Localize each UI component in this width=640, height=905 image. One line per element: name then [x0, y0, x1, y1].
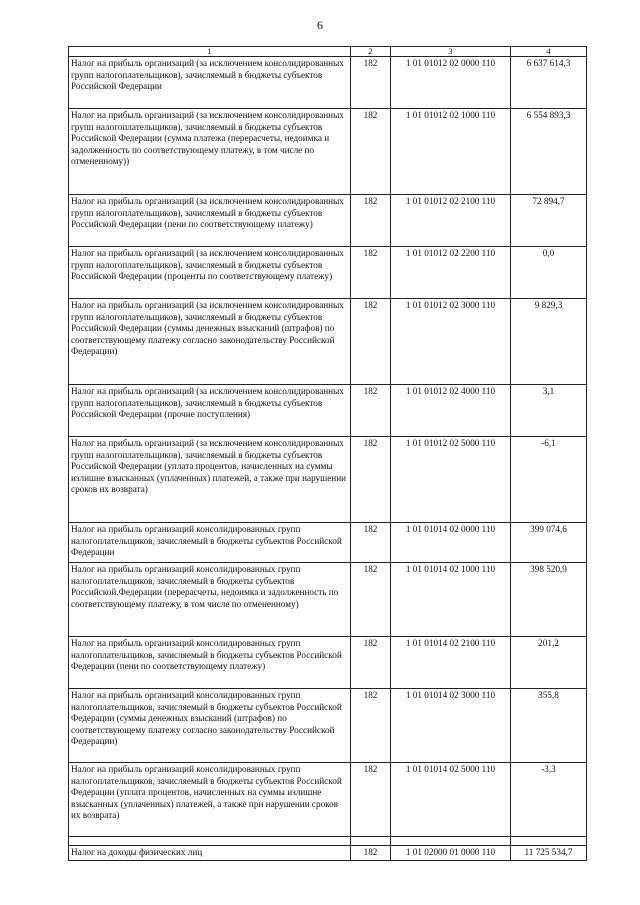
cell-code: 1 01 01012 02 2100 110: [391, 195, 511, 247]
cell-admin: 182: [351, 637, 391, 689]
cell-amount: 201,2: [511, 637, 587, 689]
column-header-admin: 2: [351, 47, 391, 57]
table-row: [69, 299, 587, 385]
spacer-cell: [391, 837, 511, 846]
cell-code: 1 01 01012 02 5000 110: [391, 437, 511, 523]
cell-code: 1 01 01014 02 3000 110: [391, 689, 511, 763]
cell-amount: 9 829,3: [511, 299, 587, 385]
cell-name: Налог на доходы физических лиц: [69, 846, 351, 861]
column-header-amount: 4: [511, 47, 587, 57]
cell-admin: 182: [351, 57, 391, 109]
cell-name: Налог на прибыль организаций (за исключением консолидированных групп налогоплательщиков), зачисляемый в бюджеты субъектов Российской Федерации (уплата процентов, начисленных на суммы излишне взысканных (уплаченных) платежей, а также при нарушении сроков их возврата): [69, 437, 351, 523]
table-spacer-row: [69, 837, 587, 846]
cell-admin: 182: [351, 523, 391, 563]
cell-code: 1 01 01012 02 4000 110: [391, 385, 511, 437]
cell-amount: -3,3: [511, 763, 587, 837]
table-body: [69, 57, 587, 861]
table-row: [69, 195, 587, 247]
cell-name: Налог на прибыль организаций (за исключением консолидированных групп налогоплательщиков), зачисляемый в бюджеты субъектов Российской Федерации: [69, 57, 351, 109]
column-header-code: 3: [391, 47, 511, 57]
cell-code: 1 01 01014 02 1000 110: [391, 563, 511, 637]
cell-amount: 72 894,7: [511, 195, 587, 247]
cell-amount: 6 554 893,3: [511, 109, 587, 195]
cell-admin: 182: [351, 299, 391, 385]
cell-admin: 182: [351, 689, 391, 763]
cell-code: 1 01 02000 01 0000 110: [391, 846, 511, 861]
cell-amount: 399 074,6: [511, 523, 587, 563]
cell-code: 1 01 01012 02 0000 110: [391, 57, 511, 109]
cell-name: Налог на прибыль организаций консолидированных групп налогоплательщиков, зачисляемый в бюджеты субъектов Российской.Федерации (перерасчеты, недоимка и задолженность по соответствующему платежу, в том числе по отмененному): [69, 563, 351, 637]
cell-amount: 3,1: [511, 385, 587, 437]
spacer-cell: [511, 837, 587, 846]
table-row: [69, 523, 587, 563]
cell-name: Налог на прибыль организаций консолидированных групп налогоплательщиков, зачисляемый в бюджеты субъектов Российской Федерации (суммы денежных взысканий (штрафов) по соответствующему платежу согласно законодательству Российской Федерации): [69, 689, 351, 763]
page-number: 6: [317, 18, 323, 32]
cell-name: Налог на прибыль организаций (за исключением консолидированных групп налогоплательщиков), зачисляемый в бюджеты субъектов Российской Федерации (прочие поступления): [69, 385, 351, 437]
cell-amount: 355,8: [511, 689, 587, 763]
table-row: [69, 846, 587, 861]
table-row: [69, 763, 587, 837]
cell-code: 1 01 01012 02 3000 110: [391, 299, 511, 385]
cell-amount: 11 725 534,7: [511, 846, 587, 861]
cell-admin: 182: [351, 563, 391, 637]
cell-admin: 182: [351, 109, 391, 195]
cell-admin: 182: [351, 846, 391, 861]
table-row: [69, 689, 587, 763]
cell-admin: 182: [351, 195, 391, 247]
column-header-name: 1: [69, 47, 351, 57]
table-row: [69, 637, 587, 689]
cell-name: Налог на прибыль организаций (за исключением консолидированных групп налогоплательщиков), зачисляемый в бюджеты субъектов Российской Федерации (суммы денежных взысканий (штрафов) по соответствующему платежу согласно законодательству Российской Федерации): [69, 299, 351, 385]
cell-code: 1 01 01012 02 2200 110: [391, 247, 511, 299]
spacer-cell: [351, 837, 391, 846]
cell-amount: 398 520,9: [511, 563, 587, 637]
cell-code: 1 01 01014 02 2100 110: [391, 637, 511, 689]
table-header: [69, 47, 587, 57]
cell-code: 1 01 01012 02 1000 110: [391, 109, 511, 195]
cell-amount: 6 637 614,3: [511, 57, 587, 109]
cell-name: Налог на прибыль организаций консолидированных групп налогоплательщиков, зачисляемый в бюджеты субъектов Российской Федерации (уплата процентов, начисленных на суммы излишне взысканных (уплаченных) платежей, а также при нарушении сроков их возврата): [69, 763, 351, 837]
cell-admin: 182: [351, 247, 391, 299]
cell-name: Налог на прибыль организаций консолидированных групп налогоплательщиков, зачисляемый в бюджеты субъектов Российской Федерации: [69, 523, 351, 563]
cell-name: Налог на прибыль организаций (за исключением консолидированных групп налогоплательщиков), зачисляемый в бюджеты субъектов Российской Федерации (пени по соответствующему платежу): [69, 195, 351, 247]
cell-code: 1 01 01014 02 0000 110: [391, 523, 511, 563]
cell-code: 1 01 01014 02 5000 110: [391, 763, 511, 837]
spacer-cell: [69, 837, 351, 846]
cell-name: Налог на прибыль организаций (за исключением консолидированных групп налогоплательщиков), зачисляемый в бюджеты субъектов Российской Федерации (проценты по соответствующему платежу): [69, 247, 351, 299]
cell-admin: 182: [351, 385, 391, 437]
cell-amount: 0,0: [511, 247, 587, 299]
cell-amount: -6,1: [511, 437, 587, 523]
budget-revenue-table: [68, 46, 587, 861]
cell-admin: 182: [351, 437, 391, 523]
cell-name: Налог на прибыль организаций консолидированных групп налогоплательщиков, зачисляемый в бюджеты субъектов Российской Федерации (пени по соответствующему платежу): [69, 637, 351, 689]
cell-admin: 182: [351, 763, 391, 837]
table-row: [69, 57, 587, 109]
cell-name: Налог на прибыль организаций (за исключением консолидированных групп налогоплательщиков), зачисляемый в бюджеты субъектов Российской Федерации (сумма платежа (перерасчеты, недоимка и задолженность по соответствующему платежу, в том числе по отмененному)): [69, 109, 351, 195]
table-row: [69, 437, 587, 523]
table-row: [69, 247, 587, 299]
table-row: [69, 563, 587, 637]
table-row: [69, 385, 587, 437]
table-row: [69, 109, 587, 195]
